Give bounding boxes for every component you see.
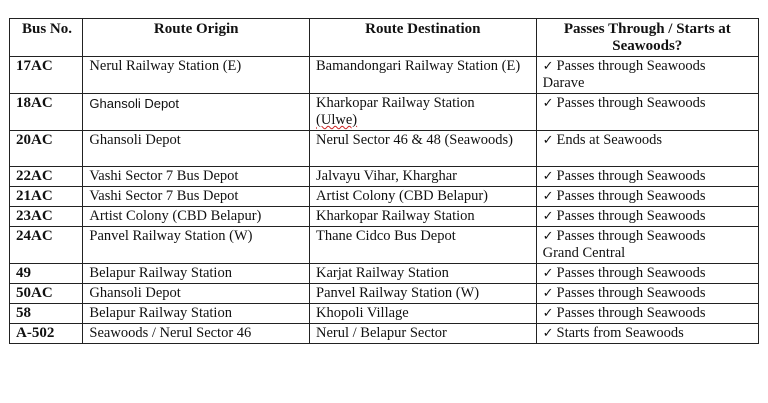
- route-destination: [310, 94, 537, 131]
- route-origin: Seawoods / Nerul Sector 46: [83, 324, 310, 344]
- seawoods-status: [536, 304, 758, 324]
- seawoods-status: [536, 284, 758, 304]
- header-passes-through: Passes Through / Starts at Seawoods?: [536, 19, 758, 57]
- bus-number: A-502: [10, 324, 83, 344]
- check-icon: ✓: [542, 266, 554, 281]
- status-text: Passes through Seawoods: [556, 228, 706, 244]
- check-icon: ✓: [542, 306, 554, 321]
- bus-number: 21AC: [10, 187, 83, 207]
- seawoods-status: [536, 187, 758, 207]
- status-text: Passes through Seawoods: [556, 208, 706, 224]
- header-bus-no: Bus No.: [10, 19, 83, 57]
- check-icon: ✓: [542, 59, 554, 74]
- status-text: Passes through Seawoods: [556, 265, 706, 281]
- route-destination-text: Kharkopar Railway Station: [316, 95, 475, 111]
- bus-routes-table-container: [9, 18, 759, 344]
- route-destination: Nerul Sector 46 & 48 (Seawoods): [310, 131, 537, 167]
- route-destination-suffix: (Ulwe): [316, 112, 358, 128]
- route-destination: Bamandongari Railway Station (E): [310, 57, 537, 94]
- status-extra: Grand Central: [542, 245, 626, 261]
- table-row: [10, 264, 759, 284]
- table-row: [10, 284, 759, 304]
- route-destination: Kharkopar Railway Station: [310, 207, 537, 227]
- seawoods-status: [536, 227, 758, 264]
- bus-number: 22AC: [10, 167, 83, 187]
- route-origin: Belapur Railway Station: [83, 304, 310, 324]
- route-origin: Ghansoli Depot: [83, 284, 310, 304]
- route-origin: Artist Colony (CBD Belapur): [83, 207, 310, 227]
- check-icon: ✓: [542, 189, 554, 204]
- bus-number: 18AC: [10, 94, 83, 131]
- route-origin: Nerul Railway Station (E): [83, 57, 310, 94]
- seawoods-status: [536, 264, 758, 284]
- seawoods-status: [536, 94, 758, 131]
- seawoods-status: [536, 131, 758, 167]
- seawoods-status: [536, 167, 758, 187]
- check-icon: ✓: [542, 169, 554, 184]
- status-text: Passes through Seawoods: [556, 168, 706, 184]
- seawoods-status: [536, 324, 758, 344]
- check-icon: ✓: [542, 229, 554, 244]
- seawoods-status: [536, 207, 758, 227]
- route-destination: Artist Colony (CBD Belapur): [310, 187, 537, 207]
- check-icon: ✓: [542, 209, 554, 224]
- check-icon: ✓: [542, 96, 554, 111]
- bus-number: 17AC: [10, 57, 83, 94]
- status-text: Passes through Seawoods: [556, 58, 706, 74]
- status-text: Passes through Seawoods: [556, 305, 706, 321]
- header-route-destination: Route Destination: [310, 19, 537, 57]
- route-destination: Thane Cidco Bus Depot: [310, 227, 537, 264]
- check-icon: ✓: [542, 326, 554, 341]
- table-header-row: [10, 19, 759, 57]
- table-row: [10, 57, 759, 94]
- table-row: [10, 207, 759, 227]
- status-text: Passes through Seawoods: [556, 95, 706, 111]
- bus-number: 24AC: [10, 227, 83, 264]
- table-row: [10, 131, 759, 167]
- status-text: Passes through Seawoods: [556, 188, 706, 204]
- table-row: [10, 227, 759, 264]
- route-destination: Nerul / Belapur Sector: [310, 324, 537, 344]
- bus-number: 58: [10, 304, 83, 324]
- table-row: [10, 324, 759, 344]
- status-text: Ends at Seawoods: [556, 132, 663, 148]
- route-origin: Ghansoli Depot: [83, 131, 310, 167]
- route-origin: Vashi Sector 7 Bus Depot: [83, 167, 310, 187]
- table-row: [10, 94, 759, 131]
- route-destination: Jalvayu Vihar, Kharghar: [310, 167, 537, 187]
- bus-routes-table: [9, 18, 759, 344]
- route-destination: Karjat Railway Station: [310, 264, 537, 284]
- table-row: [10, 304, 759, 324]
- route-destination: Panvel Railway Station (W): [310, 284, 537, 304]
- status-extra: Darave: [542, 75, 585, 91]
- header-route-origin: Route Origin: [83, 19, 310, 57]
- status-text: Starts from Seawoods: [556, 325, 684, 341]
- table-row: [10, 167, 759, 187]
- route-destination: Khopoli Village: [310, 304, 537, 324]
- table-row: [10, 187, 759, 207]
- check-icon: ✓: [542, 133, 554, 148]
- route-origin: Panvel Railway Station (W): [83, 227, 310, 264]
- bus-number: 23AC: [10, 207, 83, 227]
- route-origin: Ghansoli Depot: [83, 94, 310, 131]
- route-origin: Belapur Railway Station: [83, 264, 310, 284]
- seawoods-status: [536, 57, 758, 94]
- status-text: Passes through Seawoods: [556, 285, 706, 301]
- route-origin: Vashi Sector 7 Bus Depot: [83, 187, 310, 207]
- bus-number: 20AC: [10, 131, 83, 167]
- check-icon: ✓: [542, 286, 554, 301]
- bus-number: 50AC: [10, 284, 83, 304]
- bus-number: 49: [10, 264, 83, 284]
